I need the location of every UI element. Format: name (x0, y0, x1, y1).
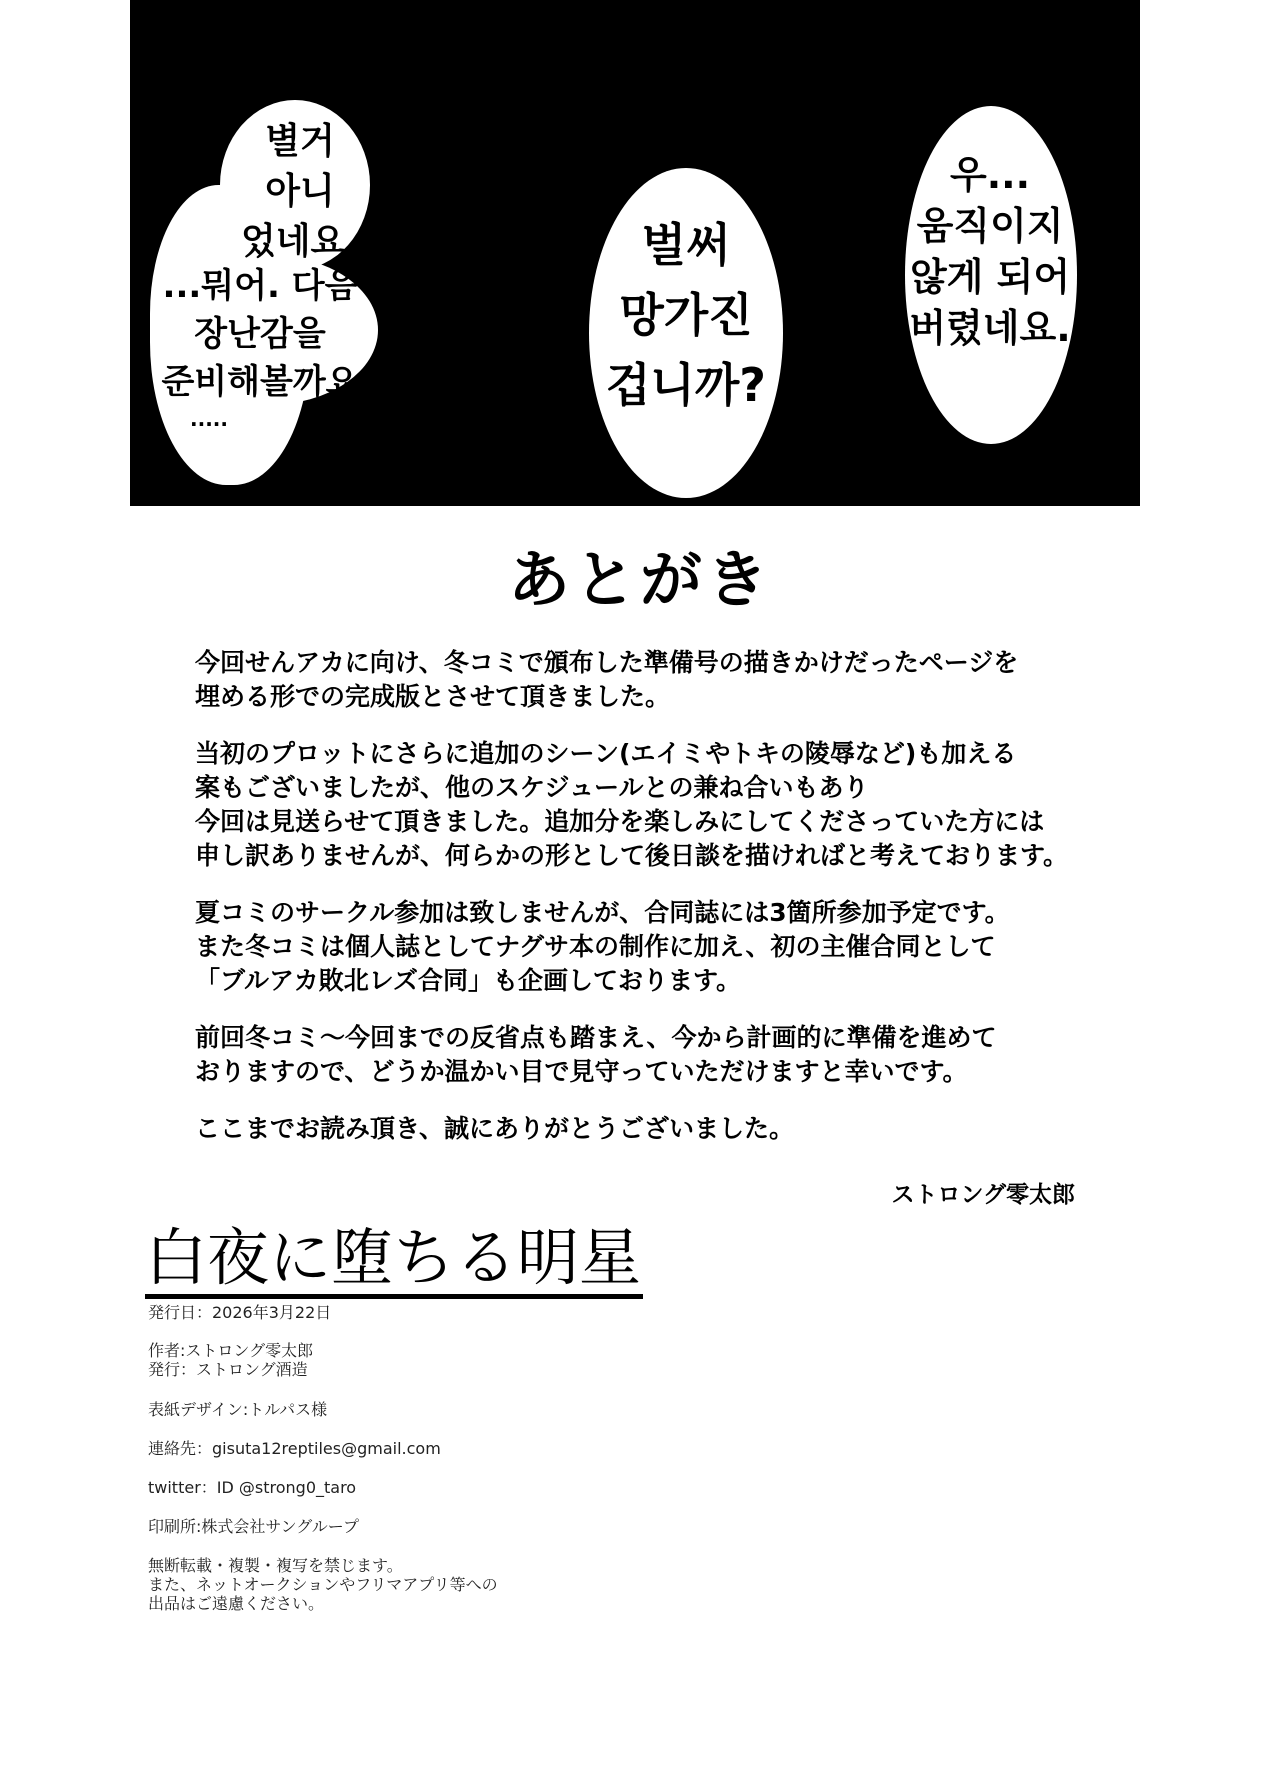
speech-line: 었네요. (240, 221, 359, 262)
speech-line: 벌써 (641, 218, 731, 272)
text-line: 申し訳ありませんが、何らかの形として後日談を描ければと考えております。 (195, 841, 1069, 870)
text-line: 「ブルアカ敗北レズ合同」も企画しております。 (195, 966, 742, 995)
speech-line: 않게 되어 (909, 255, 1071, 299)
speech-text-center (579, 210, 793, 420)
speech-line: 별거 (265, 121, 335, 162)
author: 作者:ストロング零太郎 (148, 1341, 314, 1360)
text-line: 今回は見送らせて頂きました。追加分を楽しみにしてくださっていた方には (195, 807, 1045, 836)
text-line: 埋める形での完成版とさせて頂きました。 (195, 682, 671, 711)
speech-line: ..... (190, 407, 228, 431)
text-line: 案もございましたが、他のスケジュールとの兼ね合いもあり (195, 773, 869, 802)
speech-text-right (890, 150, 1090, 354)
text-line: また冬コミは個人誌としてナグサ本の制作に加え、初の主催合同として (195, 932, 996, 961)
afterword-paragraph-1 (195, 646, 1018, 714)
text-line: ここまでお読み頂き、誠にありがとうございました。 (195, 1114, 795, 1143)
afterword-title: あとがき (507, 543, 772, 616)
speech-line: 우... (949, 153, 1030, 197)
speech-line: 버렸네요. (909, 306, 1071, 350)
text-line: 前回冬コミ〜今回までの反省点も踏まえ、今から計画的に準備を進めて (195, 1023, 997, 1052)
text-line: おりますので、どうか温かい目で見守っていただけますと幸いです。 (195, 1057, 968, 1086)
text-line: 夏コミのサークル参加は致しませんが、合同誌には3箇所参加予定です。 (195, 898, 1010, 927)
speech-line: 장난감을 (194, 314, 326, 354)
speech-text-left-bottom (150, 262, 370, 432)
speech-line: ...뭐어. 다음 (162, 266, 358, 306)
text-line: 当初のプロットにさらに追加のシーン(エイミやトキの陵辱など)も加える (195, 739, 1017, 768)
afterword-paragraph-5 (195, 1112, 794, 1146)
speech-line: 겁니까? (606, 358, 766, 412)
comic-panel (130, 0, 1140, 506)
publisher: 発行：ストロング酒造 (148, 1360, 308, 1379)
notice-line-1: 無断転載・複製・複写を禁じます。 (148, 1556, 403, 1575)
text-line: 今回せんアカに向け、冬コミで頒布した準備号の描きかけだったページを (195, 648, 1019, 677)
book-title: 白夜に堕ちる明星 (145, 1222, 643, 1299)
speech-line: 아니 (265, 171, 335, 212)
afterword-paragraph-3 (195, 896, 1010, 998)
afterword-paragraph-2 (195, 737, 1068, 873)
printer: 印刷所:株式会社サングループ (148, 1517, 359, 1536)
cover-design: 表紙デザイン:トルパス様 (148, 1400, 328, 1419)
twitter-id: twitter：ID @strong0_taro (148, 1478, 357, 1497)
speech-line: 망가진 (619, 288, 753, 342)
speech-line: 준비해볼까요 (161, 362, 359, 402)
contact-email: 連絡先：gisuta12reptiles@gmail.com (148, 1439, 441, 1458)
speech-text-left-top (225, 117, 375, 267)
speech-line: 움직이지 (916, 204, 1064, 248)
afterword-paragraph-4 (195, 1021, 997, 1089)
notice-line-2: また、ネットオークションやフリマアプリ等への (148, 1575, 498, 1594)
issue-date: 発行日：2026年3月22日 (148, 1303, 332, 1322)
signature: ストロング零太郎 (891, 1182, 1075, 1208)
notice-line-3: 出品はご遠慮ください。 (148, 1594, 325, 1613)
